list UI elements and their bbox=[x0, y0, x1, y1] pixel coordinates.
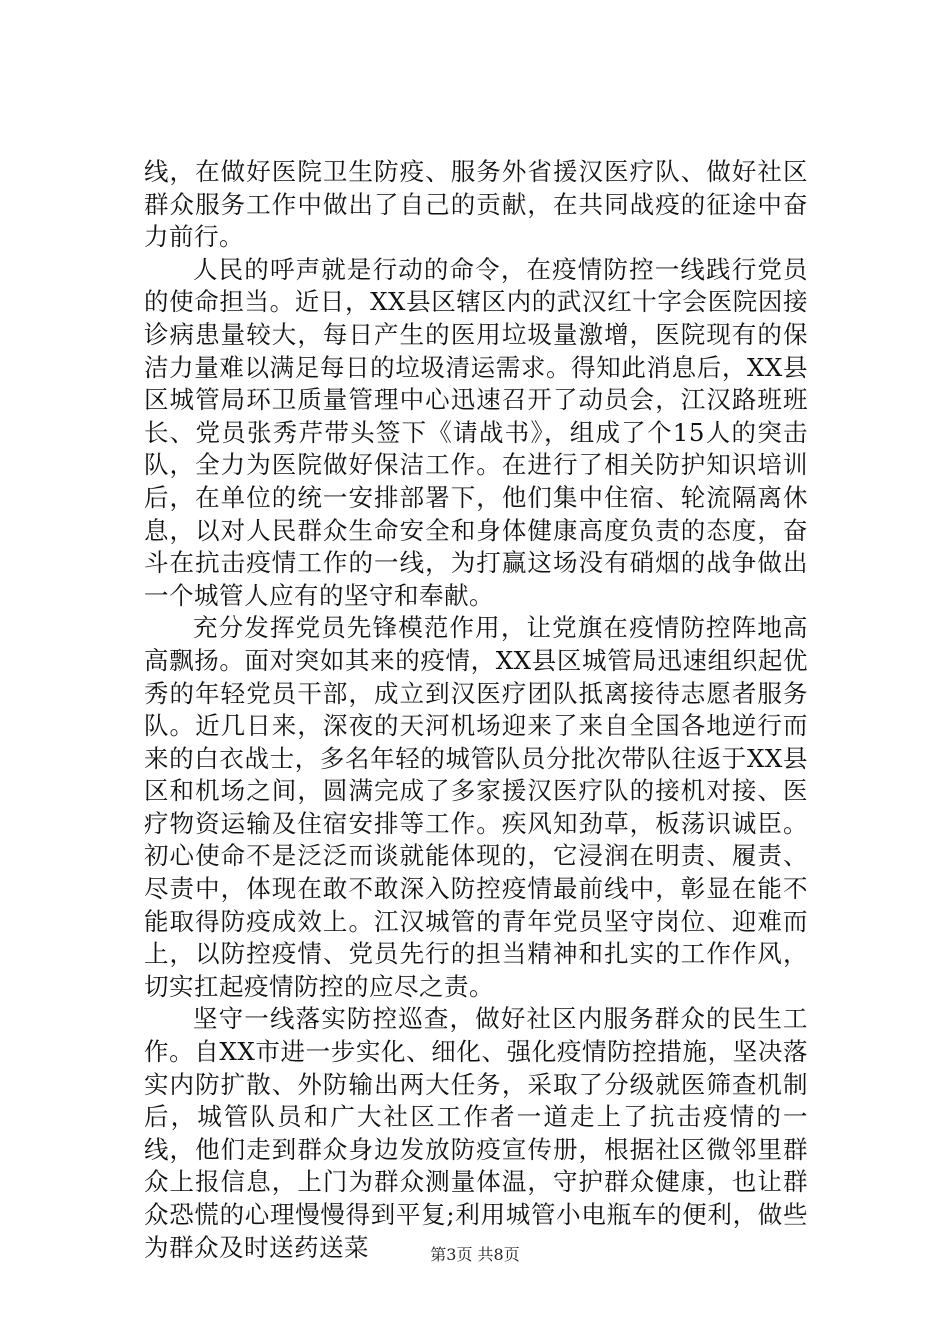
page-number-footer: 第3页 共8页 bbox=[430, 1245, 520, 1264]
document-body bbox=[144, 156, 808, 1264]
paragraph-community-service: 坚守一线落实防控巡查，做好社区内服务群众的民生工作。自XX市进一步实化、细化、强化疫情防控措施，坚决落实内防扩散、外防输出两大任务，采取了分级就医筛查机制后，城管队员和广大社区工作者一道走上了抗击疫情的一线，他们走到群众身边发放防疫宣传册，根据社区微邻里群众上报信息，上门为群众测量体温，守护群众健康，也让群众恐慌的心理慢慢得到平复;利用城管小电瓶车的便利，做些为群众及时送药送菜 bbox=[144, 1004, 808, 1262]
paragraph-continuation: 线，在做好医院卫生防疫、服务外省援汉医疗队、做好社区群众服务工作中做出了自己的贡献，在共同战疫的征途中奋力前行。 bbox=[144, 157, 808, 252]
paragraph-cleaning-team: 人民的呼声就是行动的命令，在疫情防控一线践行党员的使命担当。近日，XX县区辖区内的武汉红十字会医院因接诊病患量较大，每日产生的医用垃圾量激增，医院现有的保洁力量难以满足每日的垃圾清运需求。得知此消息后，XX县区城管局环卫质量管理中心迅速召开了动员会，江汉路班班长、党员张秀芹带头签下《请战书》，组成了个15人的突击队，全力为医院做好保洁工作。在进行了相关防护知识培训后，在单位的统一安排部署下，他们集中住宿、轮流隔离休息，以对人民群众生命安全和身体健康高度负责的态度，奋斗在抗击疫情工作的一线，为打赢这场没有硝烟的战争做出一个城管人应有的坚守和奉献。 bbox=[144, 254, 808, 610]
paragraph-party-volunteers: 充分发挥党员先锋模范作用，让党旗在疫情防控阵地高高飘扬。面对突如其来的疫情，XX县区城管局迅速组织起优秀的年轻党员干部，成立到汉医疗团队抵离接待志愿者服务队。近几日来，深夜的天河机场迎来了来自全国各地逆行而来的白衣战士，多名年轻的城管队员分批次带队往返于XX县区和机场之间，圆满完成了多家援汉医疗队的接机对接、医疗物资运输及住宿安排等工作。疾风知劲草，板荡识诚臣。初心使命不是泛泛而谈就能体现的，它浸润在明责、履责、尽责中，体现在敢不敢深入防控疫情最前线中，彰显在能不能取得防疫成效上。江汉城管的青年党员坚守岗位、迎难而上，以防控疫情、党员先行的担当精神和扎实的工作作风，切实扛起疫情防控的应尽之责。 bbox=[144, 613, 808, 1001]
